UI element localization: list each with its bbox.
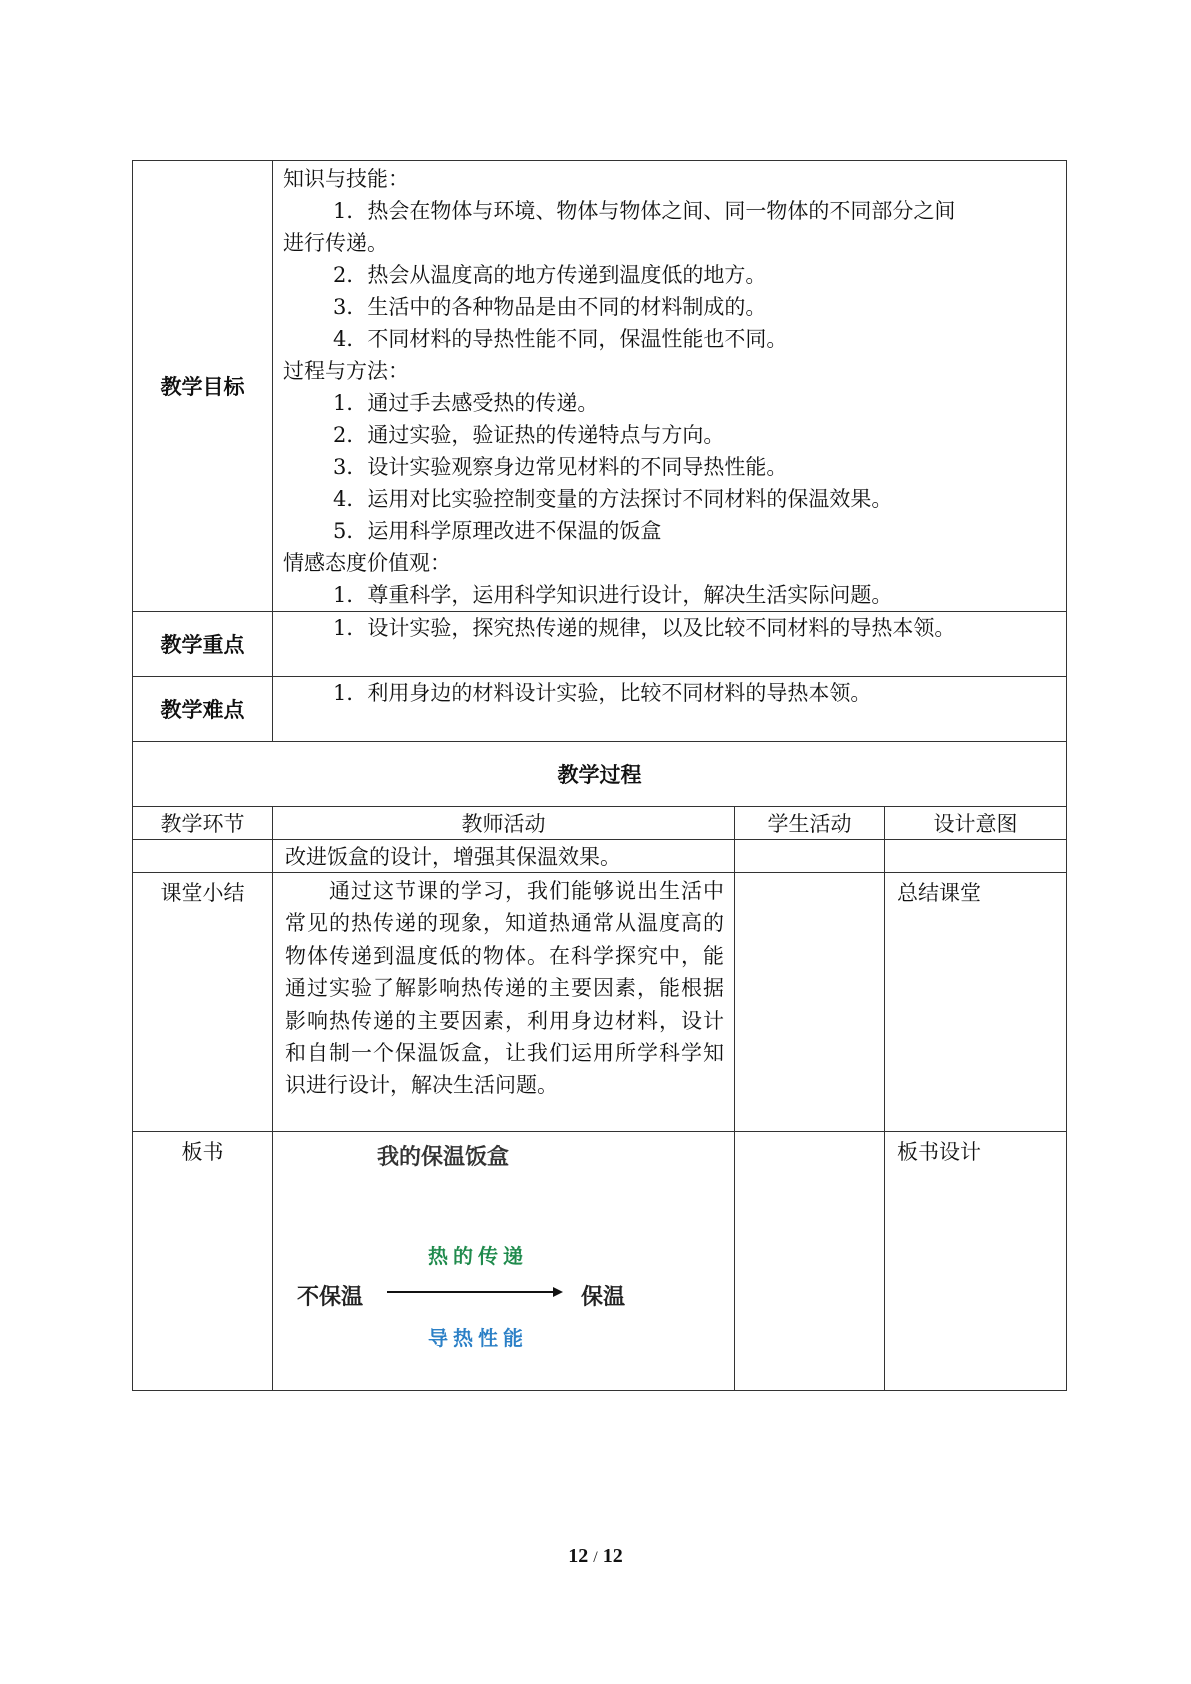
lesson-plan-table bbox=[132, 160, 1067, 1391]
objective-line: 过程与方法： bbox=[283, 359, 409, 383]
process-title-row bbox=[133, 742, 1067, 807]
board-diagram bbox=[273, 1132, 734, 1386]
objective-line: 2．热会从温度高的地方传递到温度低的地方。 bbox=[333, 263, 767, 287]
header-teacher: 教师活动 bbox=[273, 807, 735, 840]
continued-stage bbox=[133, 840, 273, 873]
objective-line: 5．运用科学原理改进不保温的饭盒 bbox=[333, 519, 662, 543]
key-points-row bbox=[133, 612, 1067, 677]
right-arrow-icon bbox=[385, 1282, 565, 1302]
objective-line: 4．运用对比实验控制变量的方法探讨不同材料的保温效果。 bbox=[333, 487, 893, 511]
objective-line: 3．设计实验观察身边常见材料的不同导热性能。 bbox=[333, 455, 788, 479]
objectives-row bbox=[133, 161, 1067, 612]
board-bottom-label: 导热性能 bbox=[428, 1326, 528, 1350]
difficulties-content bbox=[273, 677, 1067, 742]
summary-purpose: 总结课堂 bbox=[885, 873, 1067, 1132]
page-total: 12 bbox=[602, 1545, 623, 1567]
board-title: 我的保温饭盒 bbox=[377, 1145, 510, 1170]
objective-line: 知识与技能： bbox=[283, 167, 409, 191]
key-points-text: 1．设计实验，探究热传递的规律，以及比较不同材料的导热本领。 bbox=[333, 616, 956, 640]
objective-line: 1．尊重科学，运用科学知识进行设计，解决生活实际问题。 bbox=[333, 583, 893, 607]
key-points-content bbox=[273, 612, 1067, 677]
header-purpose: 设计意图 bbox=[885, 807, 1067, 840]
objective-line: 进行传递。 bbox=[283, 231, 388, 255]
board-row bbox=[133, 1132, 1067, 1391]
board-top-label: 热的传递 bbox=[428, 1244, 528, 1268]
board-purpose: 板书设计 bbox=[885, 1132, 1067, 1391]
objective-line: 3．生活中的各种物品是由不同的材料制成的。 bbox=[333, 295, 767, 319]
process-title: 教学过程 bbox=[133, 742, 1067, 807]
objective-line: 情感态度价值观： bbox=[283, 551, 451, 575]
process-header-row bbox=[133, 807, 1067, 840]
page-current: 12 bbox=[568, 1545, 589, 1567]
objective-line: 4．不同材料的导热性能不同，保温性能也不同。 bbox=[333, 327, 788, 351]
key-points-label: 教学重点 bbox=[133, 612, 273, 677]
continued-row bbox=[133, 840, 1067, 873]
summary-row bbox=[133, 873, 1067, 1132]
board-left-label: 不保温 bbox=[297, 1285, 364, 1310]
header-stage: 教学环节 bbox=[133, 807, 273, 840]
objective-line: 1．通过手去感受热的传递。 bbox=[333, 391, 599, 415]
summary-teacher: 通过这节课的学习，我们能够说出生活中常见的热传递的现象，知道热通常从温度高的物体传递到温度低的物体。在科学探究中，能通过实验了解影响热传递的主要因素，能根据影响热传递的主要因素，利用身边材料，设计和自制一个保温饭盒，让我们运用所学科学知识进行设计，解决生活问题。 bbox=[273, 873, 735, 1132]
header-student: 学生活动 bbox=[735, 807, 885, 840]
summary-stage: 课堂小结 bbox=[133, 873, 273, 1132]
board-content bbox=[273, 1132, 735, 1391]
continued-student bbox=[735, 840, 885, 873]
summary-student bbox=[735, 873, 885, 1132]
objectives-label: 教学目标 bbox=[133, 161, 273, 612]
page-number bbox=[0, 1545, 1191, 1568]
objective-line: 2．通过实验，验证热的传递特点与方向。 bbox=[333, 423, 725, 447]
difficulties-label: 教学难点 bbox=[133, 677, 273, 742]
board-right-label: 保温 bbox=[581, 1285, 626, 1310]
board-stage: 板书 bbox=[133, 1132, 273, 1391]
continued-teacher: 改进饭盒的设计，增强其保温效果。 bbox=[273, 840, 735, 873]
continued-purpose bbox=[885, 840, 1067, 873]
objectives-content bbox=[273, 161, 1067, 612]
objectives-list bbox=[273, 161, 1066, 611]
difficulties-row bbox=[133, 677, 1067, 742]
page-separator: / bbox=[593, 1549, 598, 1566]
board-student bbox=[735, 1132, 885, 1391]
difficulties-text: 1．利用身边的材料设计实验，比较不同材料的导热本领。 bbox=[333, 681, 872, 705]
objective-line: 1．热会在物体与环境、物体与物体之间、同一物体的不同部分之间 bbox=[333, 199, 956, 223]
